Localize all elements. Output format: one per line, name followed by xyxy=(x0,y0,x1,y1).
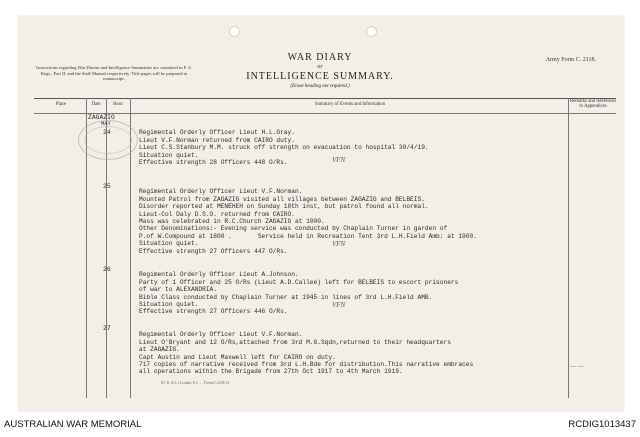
page-subtitle: INTELLIGENCE SUMMARY. xyxy=(246,71,394,82)
table-header-rule xyxy=(34,113,616,114)
entry-line: Mounted Patrol from ZAGAZIG visited all villages between ZAGAZIG and BELBEIS. xyxy=(139,195,425,203)
entry-line: Lieut V.F.Norman returned from CAIRO duty. xyxy=(139,136,295,144)
entry-line: Mass was celebrated in R.C.Church ZAGAZIG at 1000. xyxy=(139,218,325,226)
entry-line: Lieut-Col Daly D.S.O. returned from CAIRO. xyxy=(139,210,295,218)
entry-line: at ZAGAZIG. xyxy=(139,346,180,354)
entry-line: Effective strength 28 Officers 448 O/Rs. xyxy=(139,159,288,167)
entry-line: all operations within the Brigade from 27th Oct 1917 to 4th March 1919. xyxy=(139,368,403,376)
entry-line: Bible Class conducted by Chaplain Turner at 1945 in lines of 3rd L.H.Field AMB. xyxy=(139,293,433,301)
entry-text xyxy=(139,264,458,323)
entry-line: 717 copies of narrative received from 3rd L.H.Bde for distribution.This narrative embraces xyxy=(139,361,474,369)
entry-line: Regimental Orderly Officer Lieut V.F.Norman. xyxy=(139,188,303,196)
footer-source: AUSTRALIAN WAR MEMORIAL xyxy=(4,419,142,430)
entry-line: Regimental Orderly Officer Lieut V.F.Norman. xyxy=(139,331,303,339)
col-header-remarks: Remarks and references to Appendices xyxy=(569,99,617,109)
entry-line: Capt Austin and Lieut Maxwell left for CAIRO on duty. xyxy=(139,353,336,361)
entry-text xyxy=(139,324,473,383)
entry-text xyxy=(139,181,477,262)
column-divider xyxy=(568,98,569,398)
officer-initials: VFN xyxy=(332,240,346,248)
entry-line: Lieut C.S.Stanbury M.M. struck off strength on evacuation to hospital 30/4/19. xyxy=(139,144,429,152)
entry-day: 24 xyxy=(103,129,111,136)
title-or: or xyxy=(317,64,323,70)
officer-initials: VFN xyxy=(332,156,346,164)
printer-note: (D. D. & L.) London, E.C. ... Forms/C.2118/14 xyxy=(161,381,229,385)
footer-id: RCDIG1013437 xyxy=(568,419,636,430)
place-value: ZAGAZIG xyxy=(88,114,115,121)
entry-text xyxy=(139,122,429,174)
entry-line: Disorder reported at MENEHEH on Sunday 18th inst, but patrol found all normal. xyxy=(139,203,429,211)
entry-line: Party of 1 Officer and 25 O/Rs (Lieut A.D.Callee) left for BELBEIS to escort prisoners xyxy=(139,278,459,286)
entry-line: Other Denominations:- Evening service was conducted by Chaplain Turner in garden of xyxy=(139,225,448,233)
punch-hole xyxy=(366,26,377,37)
punch-hole xyxy=(229,26,240,37)
army-form-number: Army Form C. 2118. xyxy=(545,57,596,63)
instructions-text: Instructions regarding War Diaries and Intelligence Summaries are contained in F. S. Regs., Part II. and the Staff Manual respectively. Title pages will be prepared in manuscript. xyxy=(36,65,192,82)
entry-line: P.of W.Compound at 1800 . Service held in Recreation Tent 3rd L.H.Field Amb: at 1900. xyxy=(139,232,477,240)
title-note: (Erase heading not required.) xyxy=(290,84,350,89)
entry-day: 27 xyxy=(103,325,111,332)
month-value: MAY xyxy=(101,121,111,127)
entry-line: Regimental Orderly Officer Lieut A.Johnson. xyxy=(139,271,299,279)
entry-line: Situation quiet. xyxy=(139,301,199,309)
col-header-summary: Summary of Events and Information xyxy=(314,102,386,107)
entry-day: 26 xyxy=(103,266,111,273)
entry-line: Situation quiet. xyxy=(139,240,199,248)
entry-day: 25 xyxy=(103,183,111,190)
col-header-hour: Hour xyxy=(113,102,123,107)
page-title: WAR DIARY xyxy=(287,52,353,63)
entry-line: Effective strength 27 Officers 446 O/Rs. xyxy=(139,308,288,316)
table-top-rule xyxy=(34,98,616,99)
entry-line: Regimental Orderly Officer Lieut H.L.Gray. xyxy=(139,129,295,137)
entry-line: Situation quiet. xyxy=(139,151,199,159)
entry-line: Lieut O'Bryant and 12 O/Rs,attached from 3rd M.G.Sqdn,returned to their headquarters xyxy=(139,338,451,346)
officer-initials: VFN xyxy=(332,301,346,309)
remarks-mark: — — xyxy=(570,364,584,370)
entry-line: of war to ALEXANDRIA. xyxy=(139,286,217,294)
col-header-date: Date xyxy=(91,102,101,107)
entry-line: Effective strength 27 Officers 447 O/Rs. xyxy=(139,247,288,255)
col-header-place: Place xyxy=(55,102,67,107)
